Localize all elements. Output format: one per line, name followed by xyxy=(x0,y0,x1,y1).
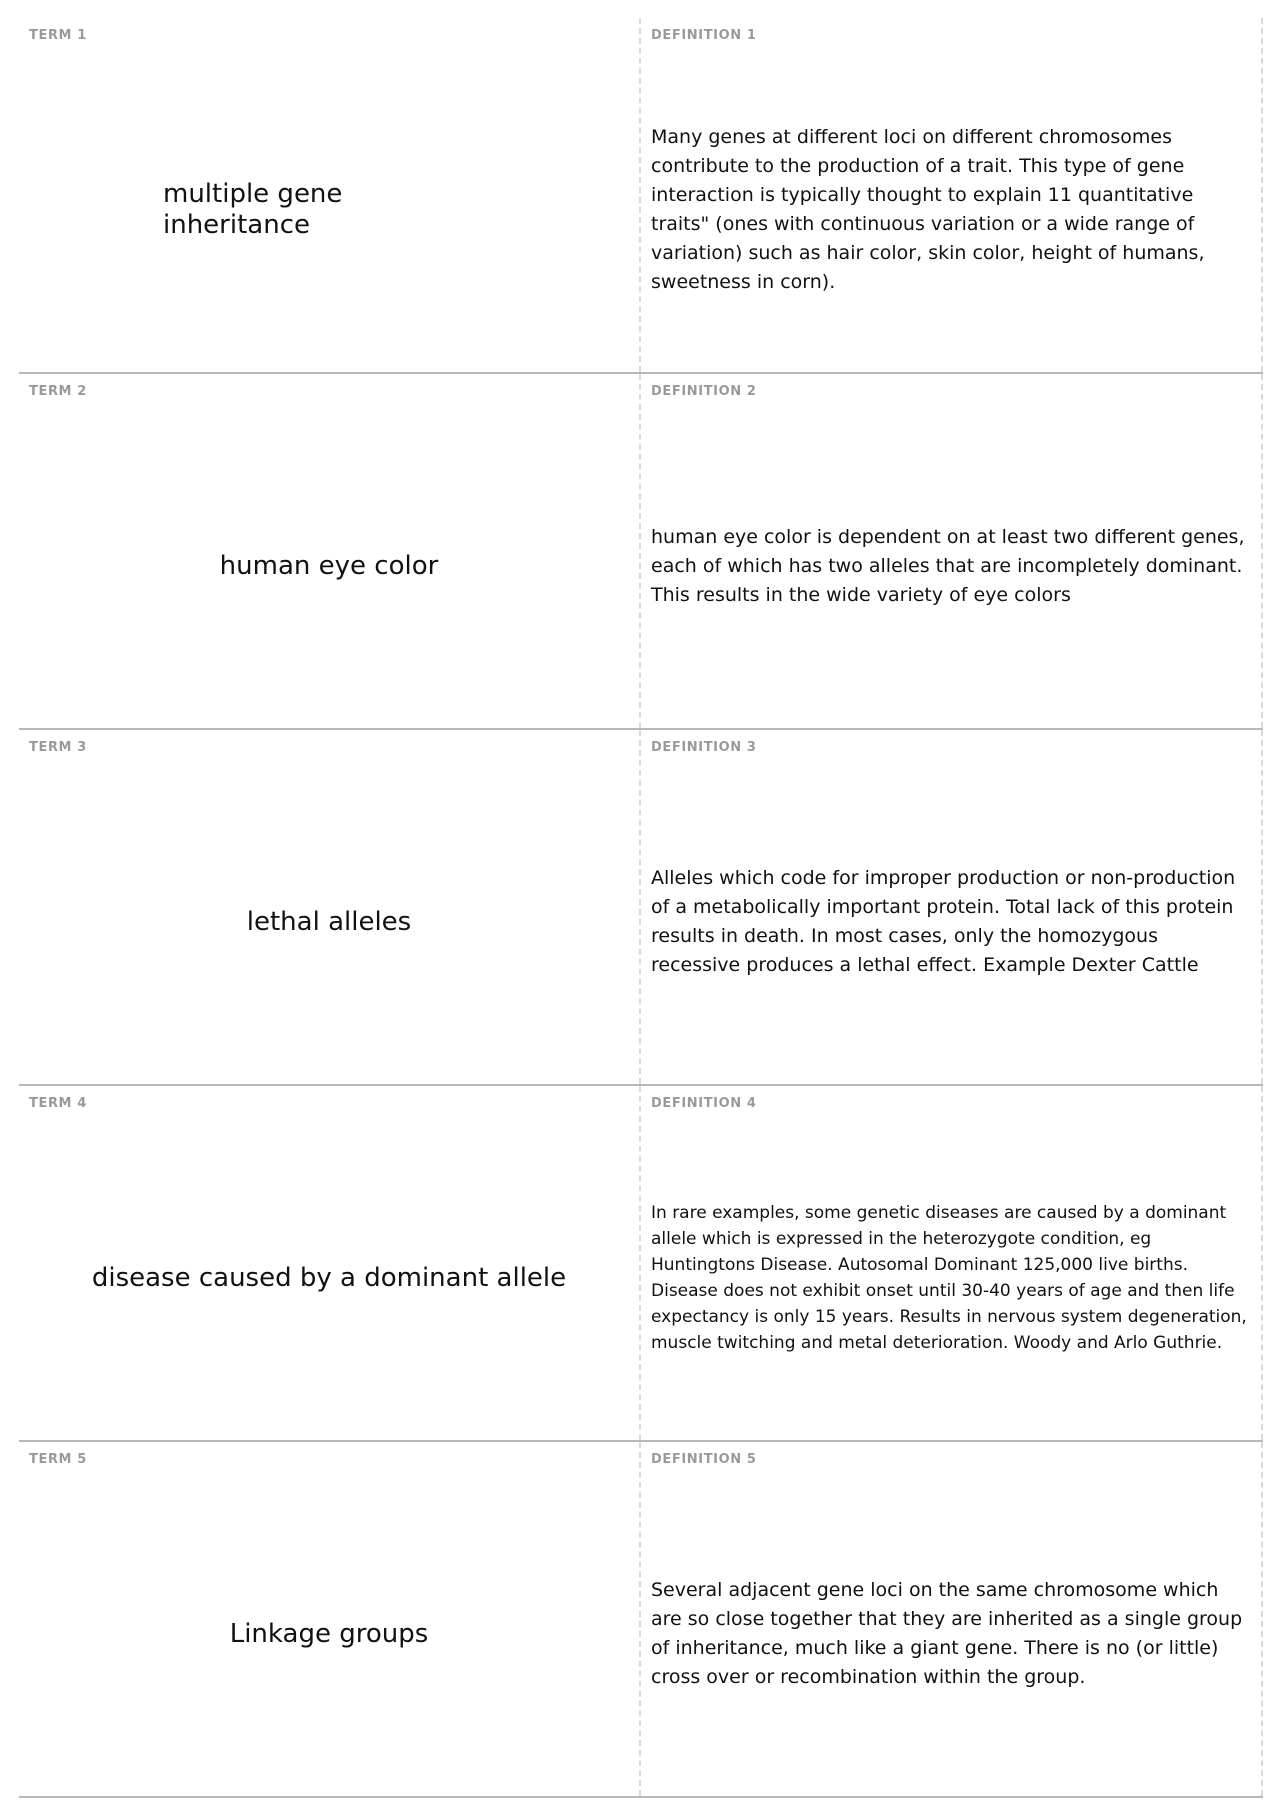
term-cell xyxy=(19,374,641,728)
definition-text-wrapper xyxy=(651,48,1251,372)
flashcard-row xyxy=(19,374,1263,730)
term-text-wrapper xyxy=(19,760,639,1084)
definition-cell xyxy=(641,1086,1263,1440)
flashcard-sheet xyxy=(19,18,1263,1798)
term-text: multiple gene inheritance xyxy=(163,179,343,240)
term-label: TERM 3 xyxy=(29,740,87,755)
definition-text-wrapper xyxy=(651,1472,1251,1796)
definition-cell xyxy=(641,374,1263,728)
term-cell xyxy=(19,730,641,1084)
flashcard-row xyxy=(19,1086,1263,1442)
term-label: TERM 4 xyxy=(29,1096,87,1111)
definition-label: DEFINITION 2 xyxy=(651,384,757,399)
term-label: TERM 5 xyxy=(29,1452,87,1467)
flashcard-row xyxy=(19,730,1263,1086)
term-text: human eye color xyxy=(219,550,439,581)
definition-text: Many genes at different loci on different chromosomes contribute to the production of a trait. This type of gene interaction is typically thought to explain 11 quantitative traits" (ones with continuous variation or a wide range of variation) such as hair color, skin color, height of humans, sweetness in corn). xyxy=(651,126,1205,293)
term-cell xyxy=(19,1442,641,1796)
term-text-wrapper xyxy=(19,1472,639,1796)
term-cell xyxy=(19,18,641,372)
definition-label: DEFINITION 4 xyxy=(651,1096,757,1111)
term-text-wrapper xyxy=(19,1116,639,1440)
term-label: TERM 1 xyxy=(29,28,87,43)
term-text-wrapper xyxy=(19,404,639,728)
definition-cell xyxy=(641,1442,1263,1796)
flashcard-row xyxy=(19,1442,1263,1798)
definition-cell xyxy=(641,18,1263,372)
definition-label: DEFINITION 1 xyxy=(651,28,757,43)
definition-text: In rare examples, some genetic diseases are caused by a dominant allele which is expressed in the heterozygote condition, eg Huntingtons Disease. Autosomal Dominant 125,000 live births. Disease does not exhibit onset until 30-40 years of age and then life expectancy is only 15 years. Results in nervous system degeneration, muscle twitching and metal deterioration. Woody and Arlo Guthrie. xyxy=(651,1203,1247,1353)
term-cell xyxy=(19,1086,641,1440)
term-text-wrapper xyxy=(19,48,639,372)
definition-label: DEFINITION 5 xyxy=(651,1452,757,1467)
definition-text: human eye color is dependent on at least two different genes, each of which has two alleles that are incompletely dominant. This results in the wide variety of eye colors xyxy=(651,525,1245,606)
definition-text-wrapper xyxy=(651,760,1251,1084)
definition-text-wrapper xyxy=(651,404,1251,728)
definition-cell xyxy=(641,730,1263,1084)
definition-text: Alleles which code for improper production or non-production of a metabolically important protein. Total lack of this protein results in death. In most cases, only the homozygous recessive produces a lethal effect. Example Dexter Cattle xyxy=(651,867,1236,976)
term-text: disease caused by a dominant allele xyxy=(91,1262,567,1293)
flashcard-row xyxy=(19,18,1263,374)
definition-text: Several adjacent gene loci on the same chromosome which are so close together that they are inherited as a single group of inheritance, much like a giant gene. There is no (or little) cross over or recombination within the group. xyxy=(651,1579,1243,1688)
term-text: Linkage groups xyxy=(229,1618,429,1649)
definition-label: DEFINITION 3 xyxy=(651,740,757,755)
term-label: TERM 2 xyxy=(29,384,87,399)
definition-text-wrapper xyxy=(651,1116,1251,1440)
term-text: lethal alleles xyxy=(246,906,412,937)
